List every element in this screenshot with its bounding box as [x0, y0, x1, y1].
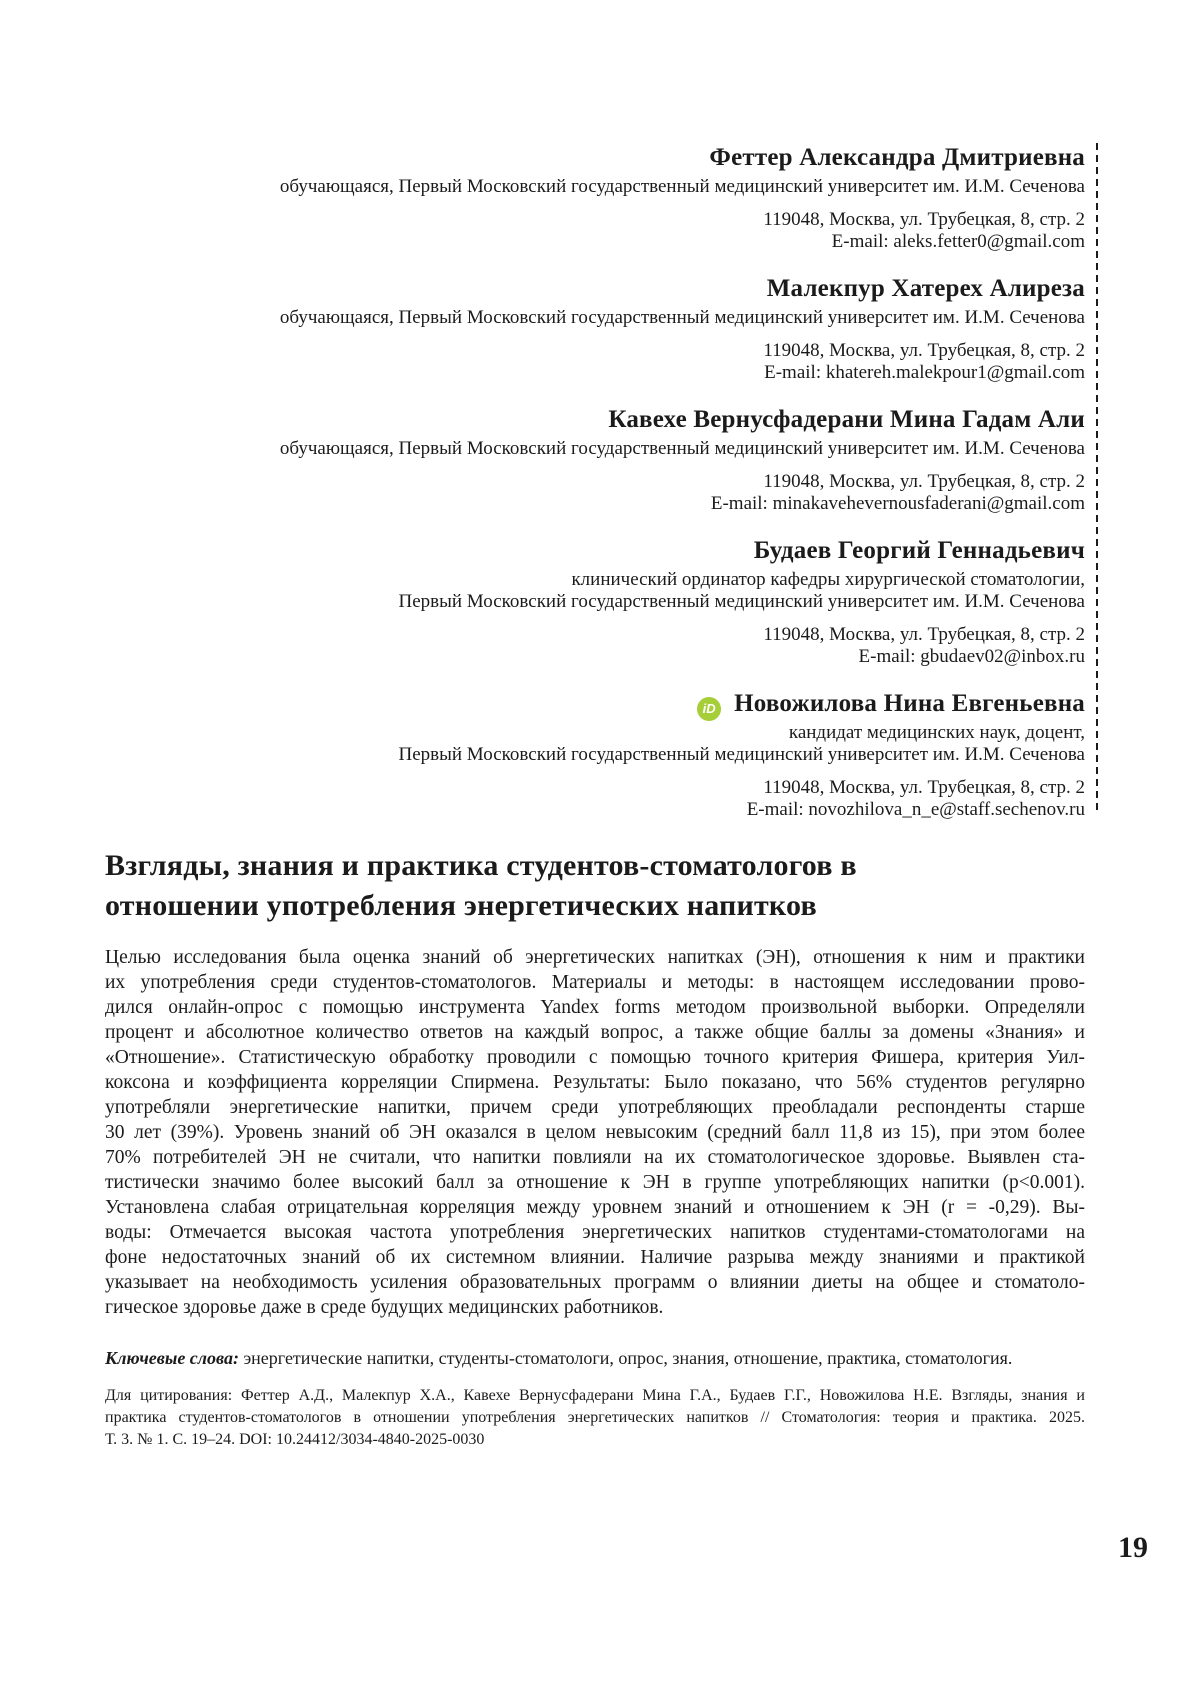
- author-name-row: [105, 404, 1085, 438]
- authors-section: [105, 142, 1085, 841]
- author-block: [105, 273, 1085, 384]
- author-block: [105, 535, 1085, 668]
- author-block: [105, 688, 1085, 821]
- author-name: Малекпур Хатерех Алиреза: [766, 275, 1085, 302]
- abstract-line: «Отношение». Статистическую обработку проводили с помощью точного критерия Фишера, критерия Уил-: [105, 1047, 1085, 1068]
- author-role-line: обучающаяся, Первый Московский государственный медицинский университет им. И.М. Сеченова: [279, 176, 1085, 197]
- author-email: E-mail: aleks.fetter0@gmail.com: [831, 231, 1085, 252]
- author-contact: [105, 624, 1085, 668]
- author-name: Феттер Александра Дмитриевна: [709, 144, 1085, 171]
- author-address: 119048, Москва, ул. Трубецкая, 8, стр. 2: [763, 624, 1085, 645]
- dashed-divider: [1096, 143, 1098, 815]
- author-name-row: [105, 535, 1085, 569]
- citation: [105, 1385, 1085, 1451]
- abstract-line: Установлена слабая отрицательная корреляция между уровнем знаний и отношением к ЭН (r = -0,29). Вы-: [105, 1197, 1085, 1218]
- author-contact: [105, 777, 1085, 821]
- author-address: 119048, Москва, ул. Трубецкая, 8, стр. 2: [763, 777, 1085, 798]
- abstract-line: воды: Отмечается высокая частота употребления энергетических напитков студентами-стоматологами на: [105, 1222, 1085, 1243]
- citation-line: практика студентов-стоматологов в отношении употребления энергетических напитков // Стоматология: теория и практика. 2025.: [105, 1409, 1085, 1426]
- author-role-line: клинический ординатор кафедры хирургической стоматологии,: [571, 569, 1085, 590]
- abstract-line: фоне недостаточных знаний об их системном влиянии. Наличие разрыва между знаниями и практикой: [105, 1247, 1085, 1268]
- abstract: [105, 945, 1085, 1320]
- abstract-line: Целью исследования была оценка знаний об энергетических напитках (ЭН), отношения к ним и практики: [105, 947, 1085, 968]
- article-title: [105, 846, 1085, 926]
- author-name: Будаев Георгий Геннадьевич: [753, 537, 1085, 564]
- author-name: Новожилова Нина Евгеньевна: [734, 690, 1085, 717]
- keywords-label: Ключевые слова:: [105, 1348, 239, 1368]
- citation-line: Т. 3. № 1. С. 19–24. DOI: 10.24412/3034-4840-2025-0030: [105, 1431, 485, 1448]
- author-role-line: Первый Московский государственный медицинский университет им. И.М. Сеченова: [398, 744, 1085, 765]
- author-block: [105, 142, 1085, 253]
- article-main: [105, 846, 1085, 1451]
- author-address: 119048, Москва, ул. Трубецкая, 8, стр. 2: [763, 340, 1085, 361]
- abstract-line: их употребления среди студентов-стоматологов. Материалы и методы: в настоящем исследовании прово-: [105, 972, 1085, 993]
- abstract-line: процент и абсолютное количество ответов на каждый вопрос, а также общие баллы за домены «Знания» и: [105, 1022, 1085, 1043]
- author-email: E-mail: minakavehevernousfaderani@gmail.com: [710, 493, 1085, 514]
- author-email: E-mail: khatereh.malekpour1@gmail.com: [764, 362, 1085, 383]
- abstract-line: 30 лет (39%). Уровень знаний об ЭН оказался в целом невысоким (средний балл 11,8 из 15), при этом более: [105, 1122, 1085, 1143]
- article-title-line: отношении употребления энергетических напитков: [105, 889, 817, 922]
- author-name-row: [105, 273, 1085, 307]
- author-name-row: [105, 142, 1085, 176]
- author-role-line: Первый Московский государственный медицинский университет им. И.М. Сеченова: [398, 591, 1085, 612]
- author-role-line: кандидат медицинских наук, доцент,: [788, 722, 1085, 743]
- abstract-line: тистически значимо более высокий балл за отношение к ЭН в группе употребляющих напитки (p<0.001).: [105, 1172, 1085, 1193]
- author-address: 119048, Москва, ул. Трубецкая, 8, стр. 2: [763, 209, 1085, 230]
- author-contact: [105, 209, 1085, 253]
- author-role-line: обучающаяся, Первый Московский государственный медицинский университет им. И.М. Сеченова: [279, 438, 1085, 459]
- author-address: 119048, Москва, ул. Трубецкая, 8, стр. 2: [763, 471, 1085, 492]
- author-email: E-mail: gbudaev02@inbox.ru: [858, 646, 1085, 667]
- abstract-line: дился онлайн-опрос с помощью инструмента Yandex forms методом произвольной выборки. Определяли: [105, 997, 1085, 1018]
- author-contact: [105, 340, 1085, 384]
- abstract-line: 70% потребителей ЭН не считали, что напитки повлияли на их стоматологическое здоровье. Выявлен ста-: [105, 1147, 1085, 1168]
- author-role-line: обучающаяся, Первый Московский государственный медицинский университет им. И.М. Сеченова: [279, 307, 1085, 328]
- article-title-line: Взгляды, знания и практика студентов-стоматологов в: [105, 849, 857, 882]
- author-email: E-mail: novozhilova_n_e@staff.sechenov.ru: [746, 799, 1085, 820]
- abstract-line: коксона и коэффициента корреляции Спирмена. Результаты: Было показано, что 56% студентов регулярно: [105, 1072, 1085, 1093]
- author-contact: [105, 471, 1085, 515]
- author-name-row: [105, 688, 1085, 722]
- abstract-line: гическое здоровье даже в среде будущих медицинских работников.: [105, 1297, 664, 1318]
- abstract-line: указывает на необходимость усиления образовательных программ о влиянии диеты на общее и стоматоло-: [105, 1272, 1085, 1293]
- page-number: 19: [1118, 1531, 1148, 1564]
- author-block: [105, 404, 1085, 515]
- keywords-text: энергетические напитки, студенты-стоматологи, опрос, знания, отношение, практика, стоматология.: [243, 1348, 1013, 1368]
- citation-line: Для цитирования: Феттер А.Д., Малекпур Х.А., Кавехе Вернусфадерани Мина Г.А., Будаев Г.Г., Новожилова Н.Е. Взгляды, знания и: [105, 1387, 1085, 1404]
- keywords: [105, 1346, 1085, 1371]
- orcid-icon: iD: [697, 697, 721, 721]
- abstract-line: употребляли энергетические напитки, причем среди употребляющих преобладали респонденты старше: [105, 1097, 1085, 1118]
- author-name: Кавехе Вернусфадерани Мина Гадам Али: [608, 406, 1085, 433]
